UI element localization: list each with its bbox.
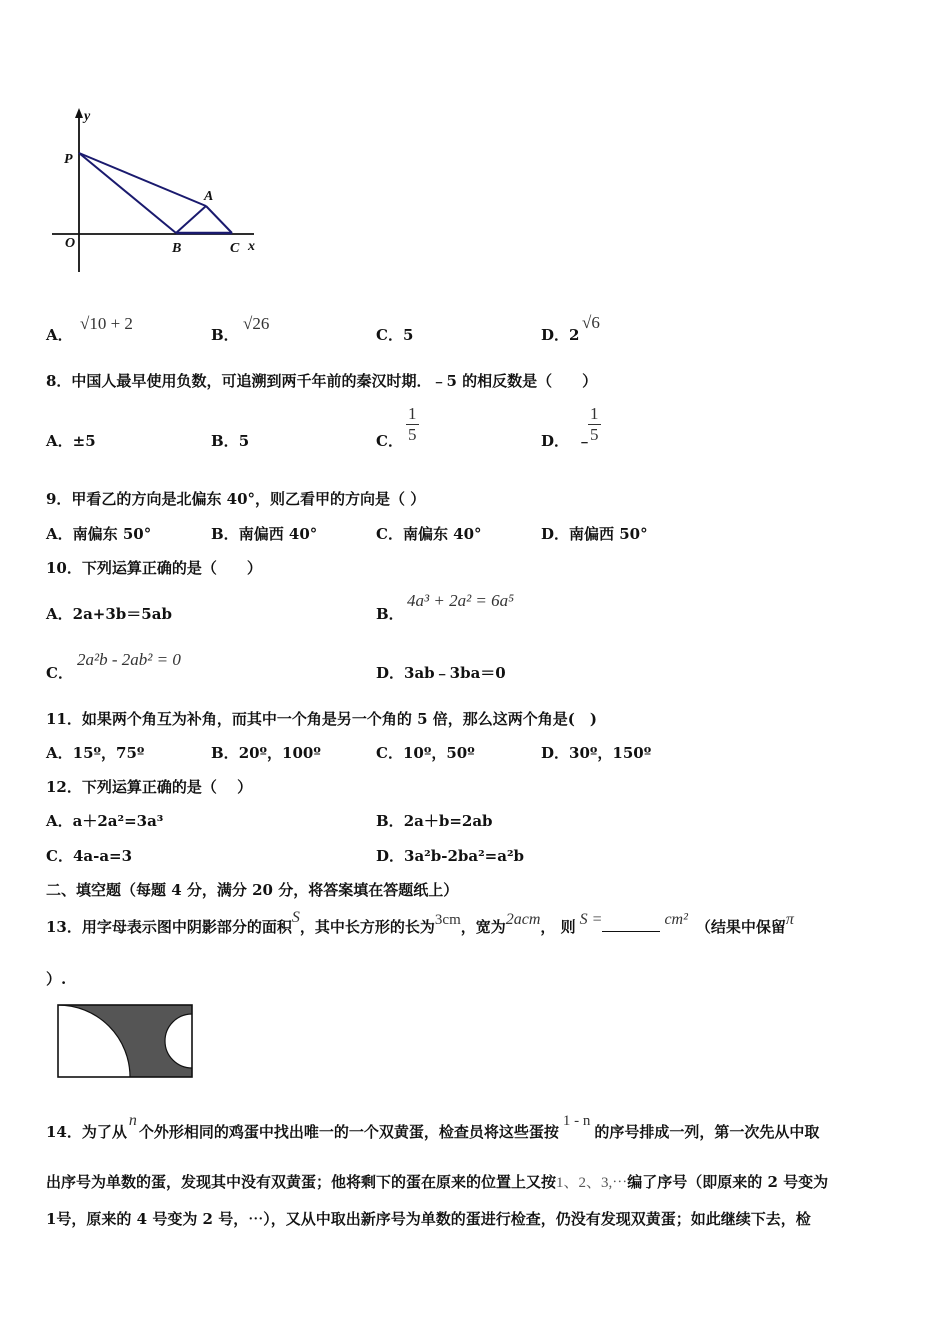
option-text: 20º，100º [238, 744, 321, 762]
option-letter: A． [46, 326, 73, 344]
option-letter: B． [211, 525, 239, 543]
option-letter: D． [376, 847, 405, 865]
label-y: y [84, 109, 91, 124]
fraction-numerator: 1 [408, 404, 417, 423]
q8-option-a[interactable] [46, 430, 96, 451]
q13-pi: π [785, 911, 794, 928]
q7-option-d[interactable] [541, 324, 579, 345]
segment-pa [79, 153, 206, 206]
section-heading: 二、填空题（每题 4 分，满分 20 分，将答案填在答题纸上） [46, 881, 459, 899]
label-a: A [204, 189, 214, 204]
q9-option-d[interactable] [541, 523, 648, 544]
q14-text: 编了序号（即原来的 2 号变为 [627, 1173, 829, 1191]
q10-option-a[interactable] [46, 603, 172, 624]
q12-option-a[interactable] [46, 810, 163, 831]
label-o: O [65, 236, 76, 251]
fraction-denominator: 5 [408, 425, 417, 444]
q14-sequence: 1、2、3,⋯ [556, 1175, 628, 1191]
q14-text: 的序号排成一列，第一次先从中取 [594, 1123, 820, 1141]
option-letter: A． [46, 605, 73, 623]
q11-option-a[interactable] [46, 742, 144, 763]
label-x: x [248, 239, 255, 254]
option-text: 5 [238, 432, 250, 450]
segment-pb [79, 153, 176, 233]
q13-line1 [46, 909, 794, 937]
q13-line2: ）. [46, 970, 67, 988]
q13-width: 2acm [505, 911, 541, 928]
option-text: 15º，75º [72, 744, 145, 762]
q10-option-b-math: 4a³ + 2a² = 6a⁵ [407, 591, 515, 610]
option-text: 南偏西 40° [238, 525, 318, 543]
option-letter: C． [376, 326, 403, 344]
q10-stem: 10．下列运算正确的是（ ） [46, 559, 262, 577]
q14-text: 出序号为单数的蛋，发现其中没有双黄蛋；他将剩下的蛋在原来的位置上又按 [46, 1173, 557, 1191]
q8-option-c-fraction [406, 404, 419, 445]
option-text: 3a²b-2ba²=a²b [404, 847, 525, 865]
option-letter: C． [376, 525, 403, 543]
option-sign: ﹣ [577, 432, 593, 450]
option-text: a＋2a²=3a³ [72, 812, 164, 830]
option-text: 南偏东 40° [402, 525, 482, 543]
q10-option-c-math: 2a²b - 2ab² = 0 [77, 650, 181, 669]
option-letter: C． [376, 432, 403, 450]
q13-text: 13．用字母表示图中阴影部分的面积 [46, 918, 292, 936]
option-text: 2a+3b＝5ab [72, 605, 172, 623]
label-p: P [64, 152, 73, 167]
option-letter: D． [541, 744, 570, 762]
q8-option-b[interactable] [211, 430, 249, 451]
label-b: B [172, 241, 182, 256]
q7-option-a[interactable] [46, 324, 73, 345]
option-letter: D． [541, 525, 570, 543]
option-letter: A． [46, 432, 73, 450]
q7-option-c[interactable] [376, 324, 413, 345]
q13-text: ， 则 [540, 918, 576, 936]
q12-option-c[interactable] [46, 845, 132, 866]
option-text: 30º，150º [569, 744, 652, 762]
option-letter: D． [541, 432, 570, 450]
q10-option-c[interactable] [46, 662, 73, 683]
q13-length: 3cm [434, 912, 461, 928]
fraction-numerator: 1 [590, 404, 599, 423]
shaded-area-figure [56, 1003, 196, 1081]
q14-var-n: n [128, 1112, 137, 1129]
q10-option-b[interactable] [376, 603, 404, 624]
q10-option-d[interactable] [376, 662, 506, 683]
fraction-denominator: 5 [590, 425, 599, 444]
option-letter: B． [376, 605, 404, 623]
q8-option-d[interactable] [541, 430, 592, 451]
y-arrow [75, 108, 83, 118]
option-letter: B． [376, 812, 404, 830]
q8-stem: 8．中国人最早使用负数，可追溯到两千年前的秦汉时期．﹣5 的相反数是（ ） [46, 372, 598, 390]
option-text: 2 [569, 326, 580, 344]
q12-option-b[interactable] [376, 810, 493, 831]
option-letter: C． [46, 664, 73, 682]
q14-text: 个外形相同的鸡蛋中找出唯一的一个双黄蛋，检查员将这些蛋按 [138, 1123, 559, 1141]
option-letter: D． [541, 326, 570, 344]
q12-option-d[interactable] [376, 845, 524, 866]
segment-ac [206, 206, 232, 233]
option-letter: A． [46, 744, 73, 762]
q7-option-b-math: √26 [243, 314, 270, 333]
q11-option-d[interactable] [541, 742, 651, 763]
option-text: 南偏东 50° [72, 525, 152, 543]
q7-option-d-math: √6 [582, 313, 600, 332]
q7-option-a-math: √10 + 2 [80, 314, 133, 333]
q9-option-c[interactable] [376, 523, 482, 544]
q9-stem: 9．甲看乙的方向是北偏东 40°，则乙看甲的方向是（ ） [46, 490, 426, 508]
option-letter: D． [376, 664, 405, 682]
q14-line1 [46, 1112, 820, 1142]
q7-option-b[interactable] [211, 324, 239, 345]
q8-option-c[interactable] [376, 430, 403, 451]
option-letter: B． [211, 326, 239, 344]
option-text: 4a-a=3 [72, 847, 133, 865]
q13-var-s: S [291, 909, 300, 926]
option-letter: B． [211, 744, 239, 762]
option-text: 10º，50º [402, 744, 475, 762]
q13-text: ，宽为 [460, 918, 506, 936]
q14-text: 14．为了从 [46, 1123, 127, 1141]
q9-option-a[interactable] [46, 523, 151, 544]
option-letter: C． [46, 847, 73, 865]
option-text: 3ab﹣3ba＝0 [404, 664, 506, 682]
segment-ba [176, 206, 206, 233]
q8-option-d-fraction [588, 404, 601, 445]
q13-text: （结果中保留 [695, 918, 786, 936]
q11-option-b[interactable] [211, 742, 321, 763]
option-letter: B． [211, 432, 239, 450]
q11-stem: 11．如果两个角互为补角，而其中一个角是另一个角的 5 倍，那么这两个角是( ) [46, 710, 597, 728]
q13-s-equals: S = [579, 911, 603, 928]
option-letter: A． [46, 812, 73, 830]
option-text: 南偏西 50° [569, 525, 648, 543]
option-text: 5 [402, 326, 414, 344]
q12-stem: 12．下列运算正确的是（ ） [46, 778, 253, 796]
option-letter: C． [376, 744, 403, 762]
q11-option-c[interactable] [376, 742, 475, 763]
q13-text: ，其中长方形的长为 [299, 918, 435, 936]
coordinate-figure [44, 100, 274, 280]
option-letter: A． [46, 525, 73, 543]
q14-range: 1 - n [562, 1113, 591, 1129]
q13-unit: cm² [664, 911, 688, 928]
label-c: C [230, 241, 240, 256]
q14-line3: 1号，原来的 4 号变为 2 号，⋯），又从中取出新序号为单数的蛋进行检查，仍没有发现双黄蛋；如此继续下去，检 [46, 1210, 811, 1228]
q9-option-b[interactable] [211, 523, 317, 544]
q13-answer-blank[interactable] [602, 917, 660, 932]
q14-line2 [46, 1171, 828, 1192]
option-text: ±5 [72, 432, 96, 450]
option-text: 2a＋b=2ab [403, 812, 493, 830]
